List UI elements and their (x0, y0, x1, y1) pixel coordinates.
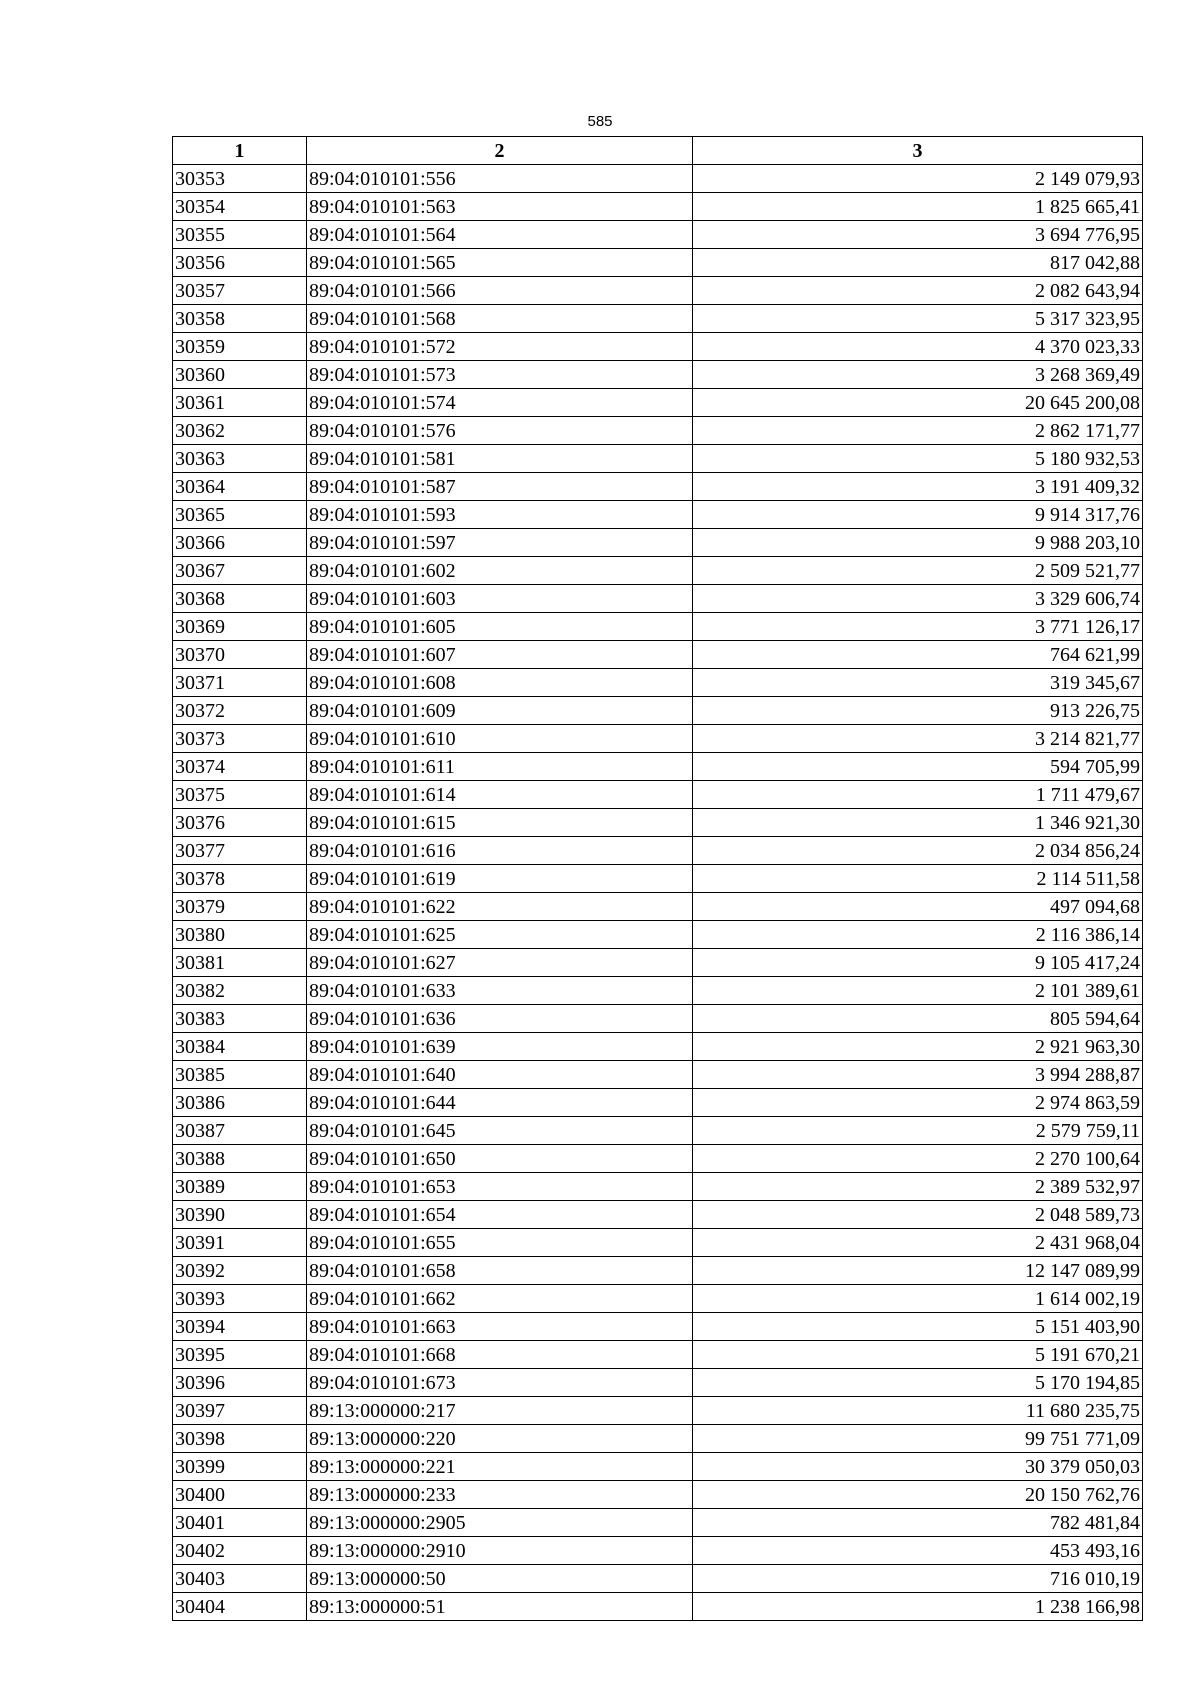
row-number: 30394 (173, 1313, 307, 1341)
table-row (173, 501, 1143, 529)
cadastral-value: 2 862 171,77 (693, 417, 1143, 445)
cadastral-number: 89:13:000000:233 (307, 1481, 693, 1509)
cadastral-value: 20 150 762,76 (693, 1481, 1143, 1509)
cadastral-value: 2 509 521,77 (693, 557, 1143, 585)
cadastral-value: 30 379 050,03 (693, 1453, 1143, 1481)
column-header-2: 2 (307, 137, 693, 165)
cadastral-value: 594 705,99 (693, 753, 1143, 781)
row-number: 30377 (173, 837, 307, 865)
row-number: 30357 (173, 277, 307, 305)
cadastral-number: 89:04:010101:603 (307, 585, 693, 613)
cadastral-value: 319 345,67 (693, 669, 1143, 697)
cadastral-number: 89:04:010101:566 (307, 277, 693, 305)
row-number: 30399 (173, 1453, 307, 1481)
row-number: 30390 (173, 1201, 307, 1229)
row-number: 30374 (173, 753, 307, 781)
cadastral-value: 5 170 194,85 (693, 1369, 1143, 1397)
table-row (173, 1565, 1143, 1593)
row-number: 30382 (173, 977, 307, 1005)
cadastral-value: 2 034 856,24 (693, 837, 1143, 865)
cadastral-value: 2 101 389,61 (693, 977, 1143, 1005)
table-row (173, 893, 1143, 921)
cadastral-number: 89:04:010101:563 (307, 193, 693, 221)
table-row (173, 1453, 1143, 1481)
table-row (173, 557, 1143, 585)
row-number: 30364 (173, 473, 307, 501)
cadastral-number: 89:04:010101:602 (307, 557, 693, 585)
cadastral-value: 1 614 002,19 (693, 1285, 1143, 1313)
table-row (173, 473, 1143, 501)
row-number: 30385 (173, 1061, 307, 1089)
row-number: 30383 (173, 1005, 307, 1033)
table-row (173, 417, 1143, 445)
cadastral-number: 89:04:010101:593 (307, 501, 693, 529)
table-row (173, 221, 1143, 249)
cadastral-number: 89:04:010101:576 (307, 417, 693, 445)
row-number: 30402 (173, 1537, 307, 1565)
cadastral-value: 5 151 403,90 (693, 1313, 1143, 1341)
cadastral-number: 89:04:010101:615 (307, 809, 693, 837)
row-number: 30380 (173, 921, 307, 949)
cadastral-number: 89:04:010101:633 (307, 977, 693, 1005)
cadastral-number: 89:04:010101:616 (307, 837, 693, 865)
cadastral-number: 89:04:010101:639 (307, 1033, 693, 1061)
row-number: 30359 (173, 333, 307, 361)
cadastral-value: 2 048 589,73 (693, 1201, 1143, 1229)
cadastral-number: 89:04:010101:640 (307, 1061, 693, 1089)
column-header-1: 1 (173, 137, 307, 165)
cadastral-number: 89:04:010101:627 (307, 949, 693, 977)
row-number: 30387 (173, 1117, 307, 1145)
cadastral-number: 89:04:010101:644 (307, 1089, 693, 1117)
table-row (173, 809, 1143, 837)
row-number: 30392 (173, 1257, 307, 1285)
table-row (173, 1173, 1143, 1201)
row-number: 30373 (173, 725, 307, 753)
row-number: 30404 (173, 1593, 307, 1621)
column-header-3: 3 (693, 137, 1143, 165)
table-row (173, 1145, 1143, 1173)
cadastral-value: 5 317 323,95 (693, 305, 1143, 333)
cadastral-number: 89:04:010101:636 (307, 1005, 693, 1033)
cadastral-value: 9 914 317,76 (693, 501, 1143, 529)
cadastral-value: 11 680 235,75 (693, 1397, 1143, 1425)
table-row (173, 1593, 1143, 1621)
row-number: 30386 (173, 1089, 307, 1117)
cadastral-value: 2 389 532,97 (693, 1173, 1143, 1201)
cadastral-number: 89:13:000000:51 (307, 1593, 693, 1621)
cadastral-number: 89:13:000000:220 (307, 1425, 693, 1453)
cadastral-value: 2 114 511,58 (693, 865, 1143, 893)
cadastral-value: 1 238 166,98 (693, 1593, 1143, 1621)
cadastral-number: 89:04:010101:609 (307, 697, 693, 725)
table-row (173, 1005, 1143, 1033)
row-number: 30400 (173, 1481, 307, 1509)
cadastral-number: 89:04:010101:573 (307, 361, 693, 389)
cadastral-number: 89:04:010101:568 (307, 305, 693, 333)
row-number: 30397 (173, 1397, 307, 1425)
table-row (173, 1397, 1143, 1425)
cadastral-number: 89:04:010101:607 (307, 641, 693, 669)
table-row (173, 1033, 1143, 1061)
row-number: 30389 (173, 1173, 307, 1201)
cadastral-number: 89:04:010101:645 (307, 1117, 693, 1145)
table-row (173, 529, 1143, 557)
table-row (173, 613, 1143, 641)
table-row (173, 361, 1143, 389)
cadastral-number: 89:04:010101:587 (307, 473, 693, 501)
table-row (173, 641, 1143, 669)
cadastral-value: 3 268 369,49 (693, 361, 1143, 389)
table-row (173, 949, 1143, 977)
table-row (173, 445, 1143, 473)
cadastral-number: 89:04:010101:556 (307, 165, 693, 193)
cadastral-value: 453 493,16 (693, 1537, 1143, 1565)
row-number: 30369 (173, 613, 307, 641)
cadastral-value: 3 214 821,77 (693, 725, 1143, 753)
table-row (173, 165, 1143, 193)
cadastral-value: 2 270 100,64 (693, 1145, 1143, 1173)
row-number: 30391 (173, 1229, 307, 1257)
cadastral-number: 89:04:010101:650 (307, 1145, 693, 1173)
cadastral-number: 89:13:000000:2910 (307, 1537, 693, 1565)
table-row (173, 921, 1143, 949)
cadastral-number: 89:13:000000:221 (307, 1453, 693, 1481)
table-row (173, 1509, 1143, 1537)
cadastral-number: 89:04:010101:574 (307, 389, 693, 417)
cadastral-number: 89:04:010101:625 (307, 921, 693, 949)
cadastral-value: 2 149 079,93 (693, 165, 1143, 193)
row-number: 30365 (173, 501, 307, 529)
table-body (173, 165, 1143, 1621)
cadastral-value: 9 988 203,10 (693, 529, 1143, 557)
table-row (173, 725, 1143, 753)
table-row (173, 669, 1143, 697)
cadastral-value: 1 346 921,30 (693, 809, 1143, 837)
cadastral-value: 497 094,68 (693, 893, 1143, 921)
cadastral-number: 89:04:010101:663 (307, 1313, 693, 1341)
cadastral-number: 89:04:010101:619 (307, 865, 693, 893)
row-number: 30395 (173, 1341, 307, 1369)
cadastral-value: 2 579 759,11 (693, 1117, 1143, 1145)
row-number: 30393 (173, 1285, 307, 1313)
table-row (173, 781, 1143, 809)
row-number: 30375 (173, 781, 307, 809)
table-row (173, 1537, 1143, 1565)
cadastral-value: 20 645 200,08 (693, 389, 1143, 417)
row-number: 30360 (173, 361, 307, 389)
table-row (173, 305, 1143, 333)
table-row (173, 1425, 1143, 1453)
table-row (173, 193, 1143, 221)
cadastral-value: 12 147 089,99 (693, 1257, 1143, 1285)
cadastral-value: 4 370 023,33 (693, 333, 1143, 361)
row-number: 30356 (173, 249, 307, 277)
row-number: 30372 (173, 697, 307, 725)
table-row (173, 277, 1143, 305)
table-row (173, 389, 1143, 417)
cadastral-value: 2 082 643,94 (693, 277, 1143, 305)
table-row (173, 1201, 1143, 1229)
cadastral-value: 99 751 771,09 (693, 1425, 1143, 1453)
cadastral-number: 89:04:010101:658 (307, 1257, 693, 1285)
row-number: 30358 (173, 305, 307, 333)
page-number: 585 (587, 113, 613, 130)
table-row (173, 977, 1143, 1005)
row-number: 30368 (173, 585, 307, 613)
row-number: 30367 (173, 557, 307, 585)
row-number: 30354 (173, 193, 307, 221)
cadastral-number: 89:04:010101:564 (307, 221, 693, 249)
row-number: 30353 (173, 165, 307, 193)
table-row (173, 333, 1143, 361)
table-row (173, 585, 1143, 613)
cadastral-value: 2 974 863,59 (693, 1089, 1143, 1117)
cadastral-value: 2 921 963,30 (693, 1033, 1143, 1061)
cadastral-value: 3 771 126,17 (693, 613, 1143, 641)
table-header-row (173, 137, 1143, 165)
cadastral-number: 89:04:010101:654 (307, 1201, 693, 1229)
cadastral-value: 1 825 665,41 (693, 193, 1143, 221)
cadastral-number: 89:04:010101:668 (307, 1341, 693, 1369)
row-number: 30381 (173, 949, 307, 977)
table-row (173, 1229, 1143, 1257)
table-row (173, 1341, 1143, 1369)
cadastral-value: 5 180 932,53 (693, 445, 1143, 473)
row-number: 30363 (173, 445, 307, 473)
cadastral-number: 89:04:010101:605 (307, 613, 693, 641)
cadastral-value: 2 116 386,14 (693, 921, 1143, 949)
row-number: 30355 (173, 221, 307, 249)
cadastral-value-table (172, 136, 1143, 1621)
row-number: 30396 (173, 1369, 307, 1397)
cadastral-value: 3 191 409,32 (693, 473, 1143, 501)
cadastral-number: 89:13:000000:217 (307, 1397, 693, 1425)
table-row (173, 837, 1143, 865)
row-number: 30370 (173, 641, 307, 669)
table-row (173, 1285, 1143, 1313)
cadastral-value: 5 191 670,21 (693, 1341, 1143, 1369)
row-number: 30361 (173, 389, 307, 417)
row-number: 30378 (173, 865, 307, 893)
table-row (173, 1061, 1143, 1089)
row-number: 30379 (173, 893, 307, 921)
cadastral-value: 1 711 479,67 (693, 781, 1143, 809)
cadastral-number: 89:04:010101:653 (307, 1173, 693, 1201)
cadastral-value: 3 994 288,87 (693, 1061, 1143, 1089)
table-row (173, 1089, 1143, 1117)
cadastral-number: 89:04:010101:655 (307, 1229, 693, 1257)
table-row (173, 865, 1143, 893)
cadastral-number: 89:04:010101:662 (307, 1285, 693, 1313)
table-row (173, 1117, 1143, 1145)
row-number: 30403 (173, 1565, 307, 1593)
table-row (173, 1257, 1143, 1285)
table-row (173, 249, 1143, 277)
cadastral-number: 89:04:010101:565 (307, 249, 693, 277)
cadastral-value: 805 594,64 (693, 1005, 1143, 1033)
table-row (173, 1481, 1143, 1509)
cadastral-value: 782 481,84 (693, 1509, 1143, 1537)
row-number: 30376 (173, 809, 307, 837)
cadastral-value: 2 431 968,04 (693, 1229, 1143, 1257)
cadastral-value: 3 694 776,95 (693, 221, 1143, 249)
table-row (173, 1369, 1143, 1397)
cadastral-number: 89:13:000000:2905 (307, 1509, 693, 1537)
cadastral-number: 89:04:010101:581 (307, 445, 693, 473)
row-number: 30388 (173, 1145, 307, 1173)
cadastral-number: 89:04:010101:614 (307, 781, 693, 809)
cadastral-value: 9 105 417,24 (693, 949, 1143, 977)
row-number: 30366 (173, 529, 307, 557)
cadastral-value: 913 226,75 (693, 697, 1143, 725)
table-row (173, 753, 1143, 781)
cadastral-value: 3 329 606,74 (693, 585, 1143, 613)
table-row (173, 697, 1143, 725)
cadastral-value: 716 010,19 (693, 1565, 1143, 1593)
cadastral-number: 89:04:010101:611 (307, 753, 693, 781)
cadastral-number: 89:04:010101:597 (307, 529, 693, 557)
row-number: 30362 (173, 417, 307, 445)
cadastral-number: 89:04:010101:572 (307, 333, 693, 361)
cadastral-number: 89:04:010101:610 (307, 725, 693, 753)
cadastral-value: 817 042,88 (693, 249, 1143, 277)
table-row (173, 1313, 1143, 1341)
row-number: 30371 (173, 669, 307, 697)
cadastral-value: 764 621,99 (693, 641, 1143, 669)
row-number: 30384 (173, 1033, 307, 1061)
row-number: 30401 (173, 1509, 307, 1537)
cadastral-number: 89:04:010101:622 (307, 893, 693, 921)
cadastral-number: 89:04:010101:673 (307, 1369, 693, 1397)
cadastral-number: 89:04:010101:608 (307, 669, 693, 697)
cadastral-number: 89:13:000000:50 (307, 1565, 693, 1593)
row-number: 30398 (173, 1425, 307, 1453)
